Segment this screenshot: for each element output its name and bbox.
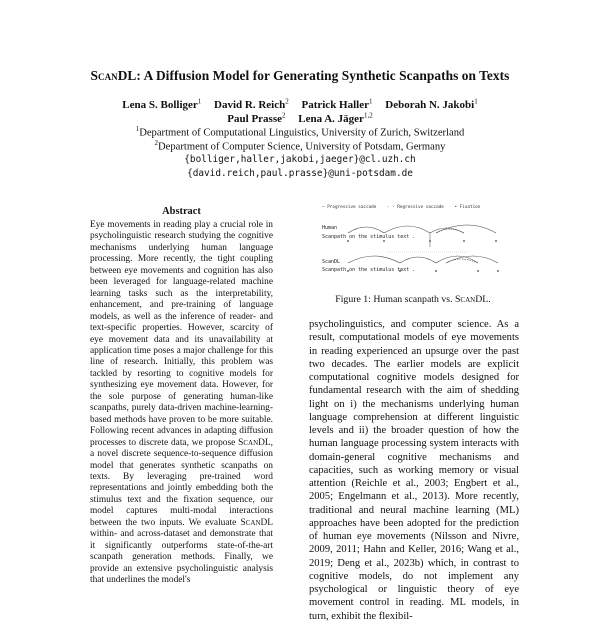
fixation-dot (383, 240, 385, 242)
scandl-scanpath-arcs (348, 256, 498, 263)
abstract-heading: Abstract (162, 206, 201, 217)
authors-line-1 (0, 97, 600, 111)
saccade-arc (384, 226, 430, 233)
title-rest: : A Diffusion Model for Generating Synthetic Scanpaths on Texts (136, 68, 510, 83)
saccade-arc (348, 256, 400, 263)
legend-progressive: — Progressive saccade (322, 205, 377, 210)
paper-title (0, 68, 600, 84)
right-column-text: psycholinguistics, and computer science. As a result, computational models of eye movements in reading experienced an upsurge over the past two decades. The earlier models are explicit computational cognitive models designed for fundamental research with the aim of shedding light on i) the mechanisms underlying human language comprehension at different linguistic levels and ii) the broader question of how the human language processing system interacts with domain-general cognitive mechanisms and capacities, such as working memory or visual attention (Reichle et al., 2003; Engbert et al., 2005; Engelmann et al., 2013). More recently, traditional and neural machine learning (ML) approaches have been adopted for the prediction of human eye movements (Nilsson and Nivre, 2009, 2011; Hahn and Keller, 2016; Wang et al., 2019; Deng et al., 2023b) which, in contrast to cognitive models, do not implement any psychological or linguistic theory of eye movement control in reading. ML models, in turn, exhibit the flexibil- (309, 319, 519, 622)
authors-line-2 (0, 111, 600, 125)
figure-row-text-scandl: Scanpath on the stimulus text . (322, 267, 416, 273)
email-line: {david.reich,paul.prasse}@uni-potsdam.de (187, 168, 413, 179)
abstract-body: Eye movements in reading play a crucial role in psycholinguistic research studying the cognitive mechanisms underlying human language processing. More recently, the tight coupling between eye movements and cognition has also been leveraged for language-related machine learning tasks such as the interpretability, enhancement, and pre-training of language models, as well as the inference of reader- and text-specific properties. However, scarcity of eye movement data and its unavailability at application time poses a major challenge for this line of research. Initially, this problem was tackled by resorting to cognitive models for synthesizing eye movement data. However, for the sole purpose of generating human-like scanpaths, purely data-driven machine-learning-based methods have proven to be more suitable. Following recent advances in adapting diffusion processes to discrete data, we propose ScanDL, a novel discrete sequence-to-sequence diffusion model that generates synthetic scanpaths on texts. By leveraging pre-trained word representations and jointly embedding both the stimulus text and the fixation sequence, our model captures multi-modal interactions between the two inputs. We evaluate ScanDL within- and across-dataset and demonstrate that it significantly outperforms state-of-the-art scanpath generation methods. Finally, we provide an extensive psycholinguistic analysis that underlines the model's (90, 220, 273, 586)
author: Lena A. Jäger$^{1,2}$ (298, 111, 373, 125)
author: Deborah N. Jakobi$^1$ (385, 97, 478, 111)
affiliation: $^2$Department of Computer Science, University of Potsdam, Germany (154, 139, 446, 153)
saccade-arc (436, 225, 496, 233)
fixation-dot (477, 270, 479, 272)
fixation-dot (435, 270, 437, 272)
fixation-dot (347, 240, 349, 242)
author: David R. Reich$^2$ (214, 97, 289, 111)
figure-caption: Figure 1: Human scanpath vs. ScanDL. (335, 294, 491, 305)
fixation-dot (495, 240, 497, 242)
saccade-arc (400, 257, 436, 263)
legend-regressive: - - Regressive saccade (386, 205, 444, 210)
fixation-dot (497, 270, 499, 272)
figure-row-text-human: Scanpath on the stimulus text . (322, 234, 416, 240)
email-line: {bolliger,haller,jakobi,jaeger}@cl.uzh.ch (184, 154, 416, 165)
author: Paul Prasse$^2$ (227, 111, 286, 125)
affiliation: $^1$Department of Computational Linguistics, University of Zurich, Switzerland (135, 125, 465, 139)
legend-fixation: • Fixation (454, 205, 481, 210)
figure-row-label-scandl: ScanDL (322, 259, 341, 265)
saccade-arc (436, 256, 478, 263)
saccade-arc (430, 228, 464, 233)
title-model-name: ScanDL (90, 68, 137, 83)
human-fixations (347, 240, 497, 242)
fixation-dot (463, 240, 465, 242)
figure-1 (318, 203, 508, 283)
figure-row-label-human: Human (322, 225, 338, 231)
author: Patrick Haller$^1$ (301, 97, 373, 111)
human-scanpath-arcs (348, 225, 496, 233)
author: Lena S. Bolliger$^1$ (122, 97, 202, 111)
saccade-arc (348, 227, 384, 233)
